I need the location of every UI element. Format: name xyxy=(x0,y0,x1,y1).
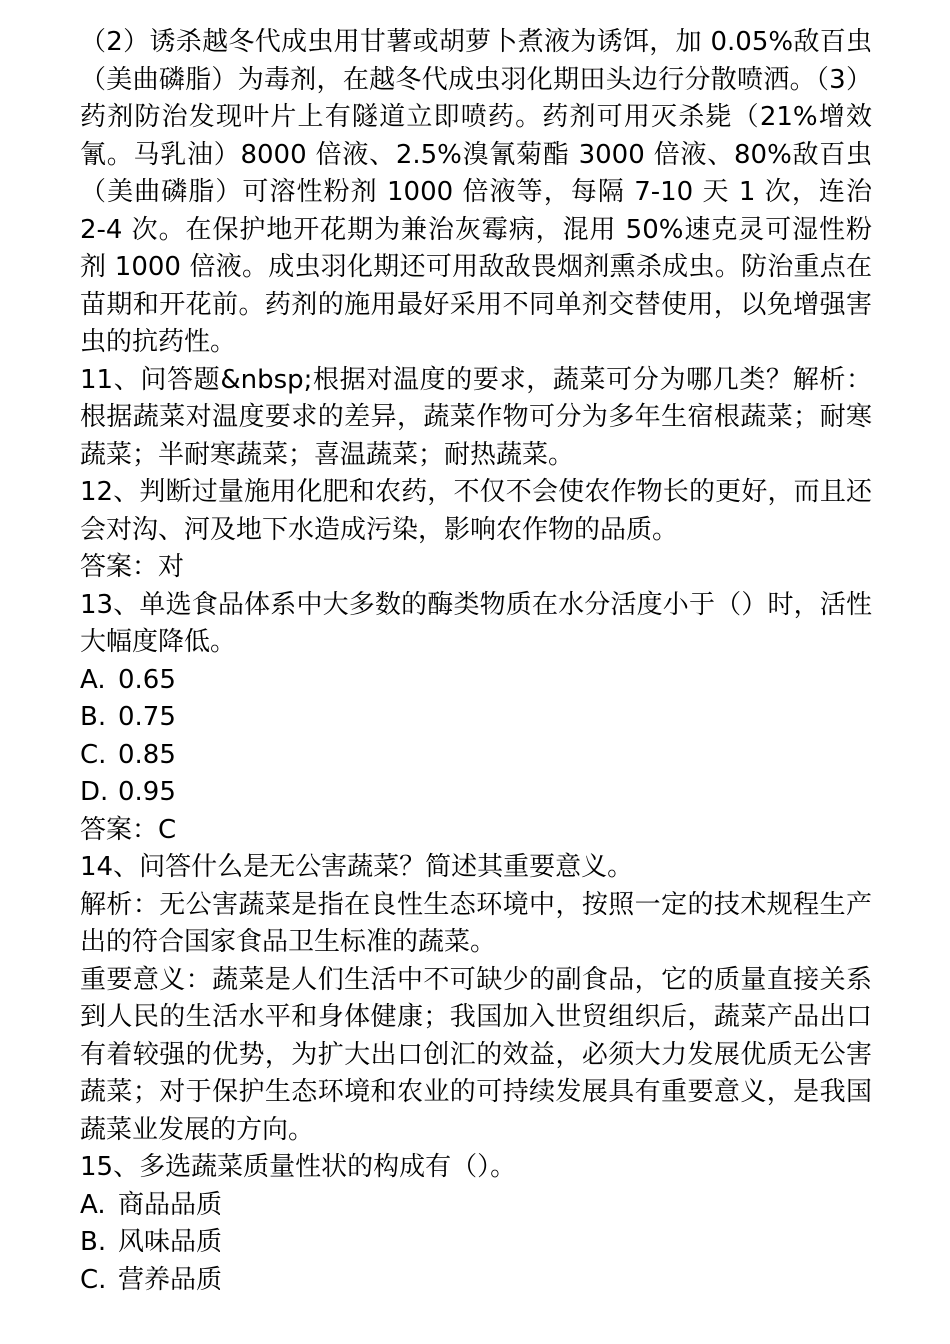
question-11: 11、问答题&nbsp;根据对温度的要求，蔬菜可分为哪几类？解析：根据蔬菜对温度要求的差异，蔬菜作物可分为多年生宿根蔬菜；耐寒蔬菜；半耐寒蔬菜；喜温蔬菜；耐热蔬菜。 xyxy=(80,364,872,470)
question-15: 15、多选蔬菜质量性状的构成有（）。 xyxy=(80,1152,517,1182)
option-15-b xyxy=(80,1224,872,1262)
option-13-b xyxy=(80,699,872,737)
option-text: 0.65 xyxy=(118,664,176,695)
option-letter: A. xyxy=(80,664,106,695)
answer-13: 答案：C xyxy=(80,814,177,845)
analysis-14: 解析：无公害蔬菜是指在良性生态环境中，按照一定的技术规程生产出的符合国家食品卫生标准的蔬菜。 xyxy=(80,889,872,957)
option-text: 0.75 xyxy=(118,702,176,732)
option-text: 0.85 xyxy=(118,739,176,770)
option-text: 风味品质 xyxy=(118,1227,223,1257)
answer-12: 答案：对 xyxy=(80,552,185,582)
option-letter: C. xyxy=(80,739,107,770)
option-15-c xyxy=(80,1262,872,1300)
question-14: 14、问答什么是无公害蔬菜？简述其重要意义。 xyxy=(80,852,634,882)
option-text: 0.95 xyxy=(118,777,176,807)
question-13: 13、单选食品体系中大多数的酶类物质在水分活度小于（）时，活性大幅度降低。 xyxy=(80,589,872,657)
significance-14: 重要意义：蔬菜是人们生活中不可缺少的副食品，它的质量直接关系到人民的生活水平和身体健康；我国加入世贸组织后，蔬菜产品出口有着较强的优势，为扩大出口创汇的效益，必须大力发展优质无公害蔬菜；对于保护生态环境和农业的可持续发展具有重要意义，是我国蔬菜业发展的方向。 xyxy=(80,964,872,1145)
option-13-c xyxy=(80,737,872,775)
option-13-d xyxy=(80,774,872,812)
option-13-a xyxy=(80,662,872,700)
document-page xyxy=(80,24,872,1299)
option-letter: D. xyxy=(80,777,109,807)
option-letter: A. xyxy=(80,1189,106,1220)
option-text: 商品品质 xyxy=(118,1189,223,1220)
option-letter: B. xyxy=(80,1227,107,1257)
option-text: 营养品质 xyxy=(118,1264,223,1295)
question-12: 12、判断过量施用化肥和农药，不仅不会使农作物长的更好，而且还会对沟、河及地下水造成污染，影响农作物的品质。 xyxy=(80,477,872,545)
paragraph-pest-control: （2）诱杀越冬代成虫用甘薯或胡萝卜煮液为诱饵，加 0.05%敌百虫（美曲磷脂）为毒剂，在越冬代成虫羽化期田头边行分散喷洒。（3）药剂防治发现叶片上有隧道立即喷药。药剂可用灭杀毙（21%增效氰。马乳油）8000 倍液、2.5%溴氰菊酯 3000 倍液、80%敌百虫（美曲磷脂）可溶性粉剂 1000 倍液等，每隔 7-10 天 1 次，连治 2-4 次。在保护地开花期为兼治灰霉病，混用 50%速克灵可湿性粉剂 1000 倍液。成虫羽化期还可用敌敌畏烟剂熏杀成虫。防治重点在苗期和开花前。药剂的施用最好采用不同单剂交替使用，以免增强害虫的抗药性。 xyxy=(80,27,872,357)
option-letter: B. xyxy=(80,702,107,732)
option-letter: C. xyxy=(80,1264,107,1295)
option-15-a xyxy=(80,1187,872,1225)
